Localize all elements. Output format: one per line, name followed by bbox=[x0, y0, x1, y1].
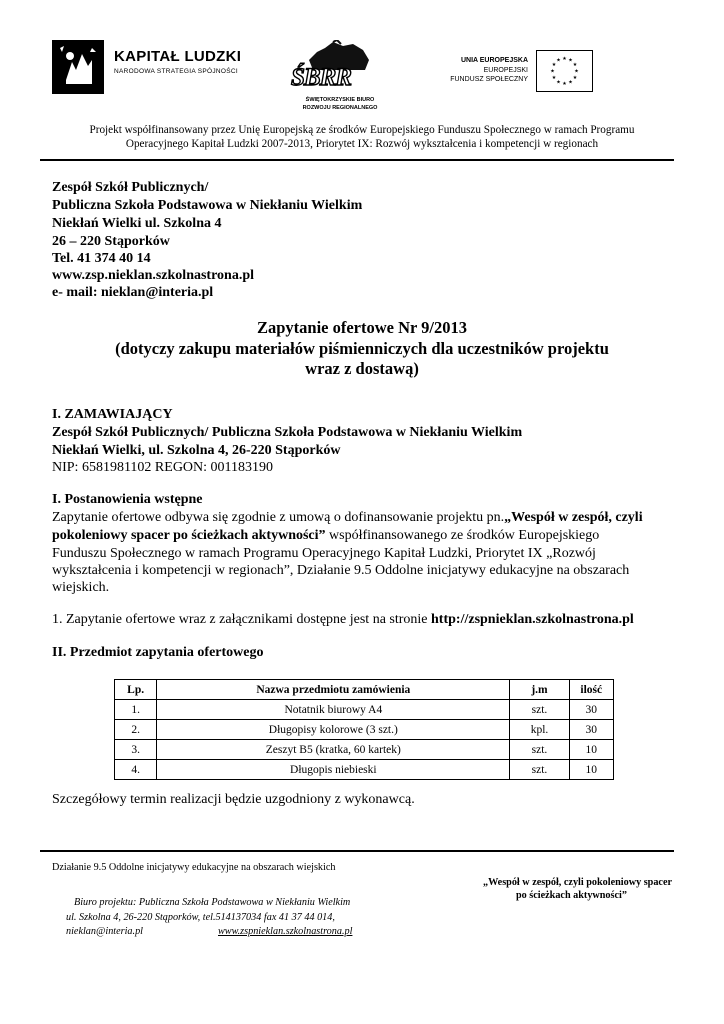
table-row bbox=[115, 700, 614, 720]
cell-qty: 10 bbox=[569, 760, 613, 780]
table-row bbox=[115, 760, 614, 780]
footer-action: Działanie 9.5 Oddolne inicjatywy edukacyjne na obszarach wiejskich bbox=[52, 862, 336, 873]
cell-name: Zeszyt B5 (kratka, 60 kartek) bbox=[157, 740, 510, 760]
preliminary-paragraph-line4: wykształcenia i kompetencji w regionach”, Działanie 9.5 Oddolne inicjatywy edukacyjne na obszarach bbox=[52, 563, 630, 578]
cell-name: Długopis niebieski bbox=[157, 760, 510, 780]
eu-title: UNIA EUROPEJSKA bbox=[460, 57, 528, 64]
ordering-party-address: Niekłań Wielki, ul. Szkolna 4, 26-220 Stąporków bbox=[52, 443, 341, 458]
eu-flag-icon bbox=[536, 50, 593, 92]
svg-text:★: ★ bbox=[556, 57, 561, 64]
sbrr-name: ŚBRR bbox=[291, 64, 351, 91]
svg-text:★: ★ bbox=[556, 79, 561, 86]
cell-unit: kpl. bbox=[510, 720, 569, 740]
eu-fund-line1: EUROPEJSKI bbox=[483, 67, 528, 74]
kapital-ludzki-emblem-icon bbox=[52, 40, 104, 94]
kapital-ludzki-logo bbox=[52, 40, 242, 94]
section-preliminary-heading: I. Postanowienia wstępne bbox=[52, 492, 203, 507]
document-subtitle-line1: (dotyczy zakupu materiałów piśmienniczych dla uczestników projektu bbox=[115, 339, 609, 358]
ordering-party-ids: NIP: 6581981102 REGON: 001183190 bbox=[52, 460, 274, 475]
preliminary-paragraph-line1: Zapytanie ofertowe odbywa się zgodnie z umową o dofinansowanie projektu pn.„Wespół w zespół, czyli bbox=[52, 510, 643, 525]
cell-lp: 2. bbox=[115, 720, 157, 740]
cell-lp: 4. bbox=[115, 760, 157, 780]
cell-name: Długopisy kolorowe (3 szt.) bbox=[157, 720, 510, 740]
footer-website-link[interactable]: www.zspnieklan.szkolnastrona.pl bbox=[218, 926, 353, 937]
availability-link[interactable]: http://zspnieklan.szkolnastrona.pl bbox=[431, 612, 634, 627]
project-funding-line2: Operacyjnego Kapitał Ludzki 2007-2013, Priorytet IX: Rozwój wykształcenia i kompetencji w regionach bbox=[125, 138, 599, 150]
table-row bbox=[115, 740, 614, 760]
svg-text:★: ★ bbox=[568, 57, 573, 64]
cell-unit: szt. bbox=[510, 700, 569, 720]
kapital-ludzki-subtitle: NARODOWA STRATEGIA SPÓJNOŚCI bbox=[114, 68, 238, 75]
col-header-lp: Lp. bbox=[115, 680, 157, 700]
svg-text:★: ★ bbox=[568, 79, 573, 86]
availability-note: 1. Zapytanie ofertowe wraz z załącznikami dostępne jest na stronie http://zspnieklan.szkolnastrona.pl bbox=[52, 612, 634, 627]
svg-text:★: ★ bbox=[550, 68, 555, 75]
ordering-party-name: Zespół Szkół Publicznych/ Publiczna Szkoła Podstawowa w Niekłaniu Wielkim bbox=[52, 425, 523, 440]
project-funding-line1: Projekt współfinansowany przez Unię Europejską ze środków Europejskiego Funduszu Społecznego w ramach Programu bbox=[89, 124, 635, 136]
section-subject-heading: II. Przedmiot zapytania ofertowego bbox=[52, 645, 264, 660]
svg-text:★: ★ bbox=[562, 81, 567, 87]
footer-office-line2: ul. Szkolna 4, 26-220 Stąporków, tel.514137034 fax 41 37 44 014, bbox=[66, 912, 335, 923]
cell-name: Notatnik biurowy A4 bbox=[157, 700, 510, 720]
sender-line3: Niekłań Wielki ul. Szkolna 4 bbox=[52, 216, 222, 231]
cell-qty: 30 bbox=[569, 700, 613, 720]
cell-lp: 1. bbox=[115, 700, 157, 720]
document-title: Zapytanie ofertowe Nr 9/2013 bbox=[256, 318, 468, 337]
cell-qty: 30 bbox=[569, 720, 613, 740]
document-subtitle-line2: wraz z dostawą) bbox=[305, 359, 419, 378]
footer-slogan-line2: po ścieżkach aktywności” bbox=[516, 890, 627, 901]
section-ordering-party-heading: I. ZAMAWIAJĄCY bbox=[52, 407, 173, 422]
sender-line2: Publiczna Szkoła Podstawowa w Niekłaniu Wielkim bbox=[52, 198, 363, 213]
preliminary-paragraph-line2: pokoleniowy spacer po ścieżkach aktywności” współfinansowanego ze środków Europejskiego bbox=[52, 528, 600, 543]
sender-email-link[interactable]: e- mail: nieklan@interia.pl bbox=[52, 285, 214, 300]
eu-fund-line2: FUNDUSZ SPOŁECZNY bbox=[450, 76, 528, 83]
svg-text:★: ★ bbox=[551, 62, 557, 68]
footer-slogan-line1: „Wespół w zespół, czyli pokoleniowy spacer bbox=[482, 877, 672, 888]
eu-logo bbox=[438, 50, 598, 96]
kapital-ludzki-title: KAPITAŁ LUDZKI bbox=[114, 48, 242, 65]
sender-website-link[interactable]: www.zsp.nieklan.szkolnastrona.pl bbox=[52, 268, 255, 283]
svg-text:★: ★ bbox=[551, 75, 557, 81]
cell-unit: szt. bbox=[510, 760, 569, 780]
cell-lp: 3. bbox=[115, 740, 157, 760]
sender-line4: 26 – 220 Stąporków bbox=[52, 234, 170, 249]
table-row bbox=[115, 720, 614, 740]
table-header-row bbox=[115, 680, 614, 700]
svg-text:★: ★ bbox=[574, 68, 579, 75]
col-header-name: Nazwa przedmiotu zamówienia bbox=[157, 680, 510, 700]
col-header-unit: j.m bbox=[510, 680, 569, 700]
preliminary-paragraph-line5: wiejskich. bbox=[52, 580, 110, 595]
footer-email-link[interactable]: nieklan@interia.pl bbox=[66, 926, 143, 937]
sender-line1: Zespół Szkół Publicznych/ bbox=[52, 180, 209, 195]
header-divider bbox=[40, 159, 674, 161]
footer-office-line1: Biuro projektu: Publiczna Szkoła Podstawowa w Niekłaniu Wielkim bbox=[74, 897, 351, 908]
sbrr-line1: ŚWIĘTOKRZYSKIE BIURO bbox=[305, 97, 375, 103]
sbrr-logo bbox=[285, 40, 395, 120]
cell-qty: 10 bbox=[569, 740, 613, 760]
sbrr-line2: ROZWOJU REGIONALNEGO bbox=[302, 105, 378, 111]
sender-phone: Tel. 41 374 40 14 bbox=[52, 251, 151, 266]
col-header-qty: ilość bbox=[569, 680, 613, 700]
svg-text:★: ★ bbox=[572, 62, 578, 68]
preliminary-paragraph-line3: Funduszu Społecznego w ramach Programu Operacyjnego Kapitał Ludzki, Priorytet IX „Rozwój bbox=[52, 546, 596, 561]
cell-unit: szt. bbox=[510, 740, 569, 760]
svg-text:★: ★ bbox=[572, 75, 578, 81]
realization-note: Szczegółowy termin realizacji będzie uzgodniony z wykonawcą. bbox=[52, 792, 415, 807]
footer-divider bbox=[40, 850, 674, 852]
svg-text:★: ★ bbox=[562, 56, 567, 62]
items-table bbox=[114, 679, 614, 780]
